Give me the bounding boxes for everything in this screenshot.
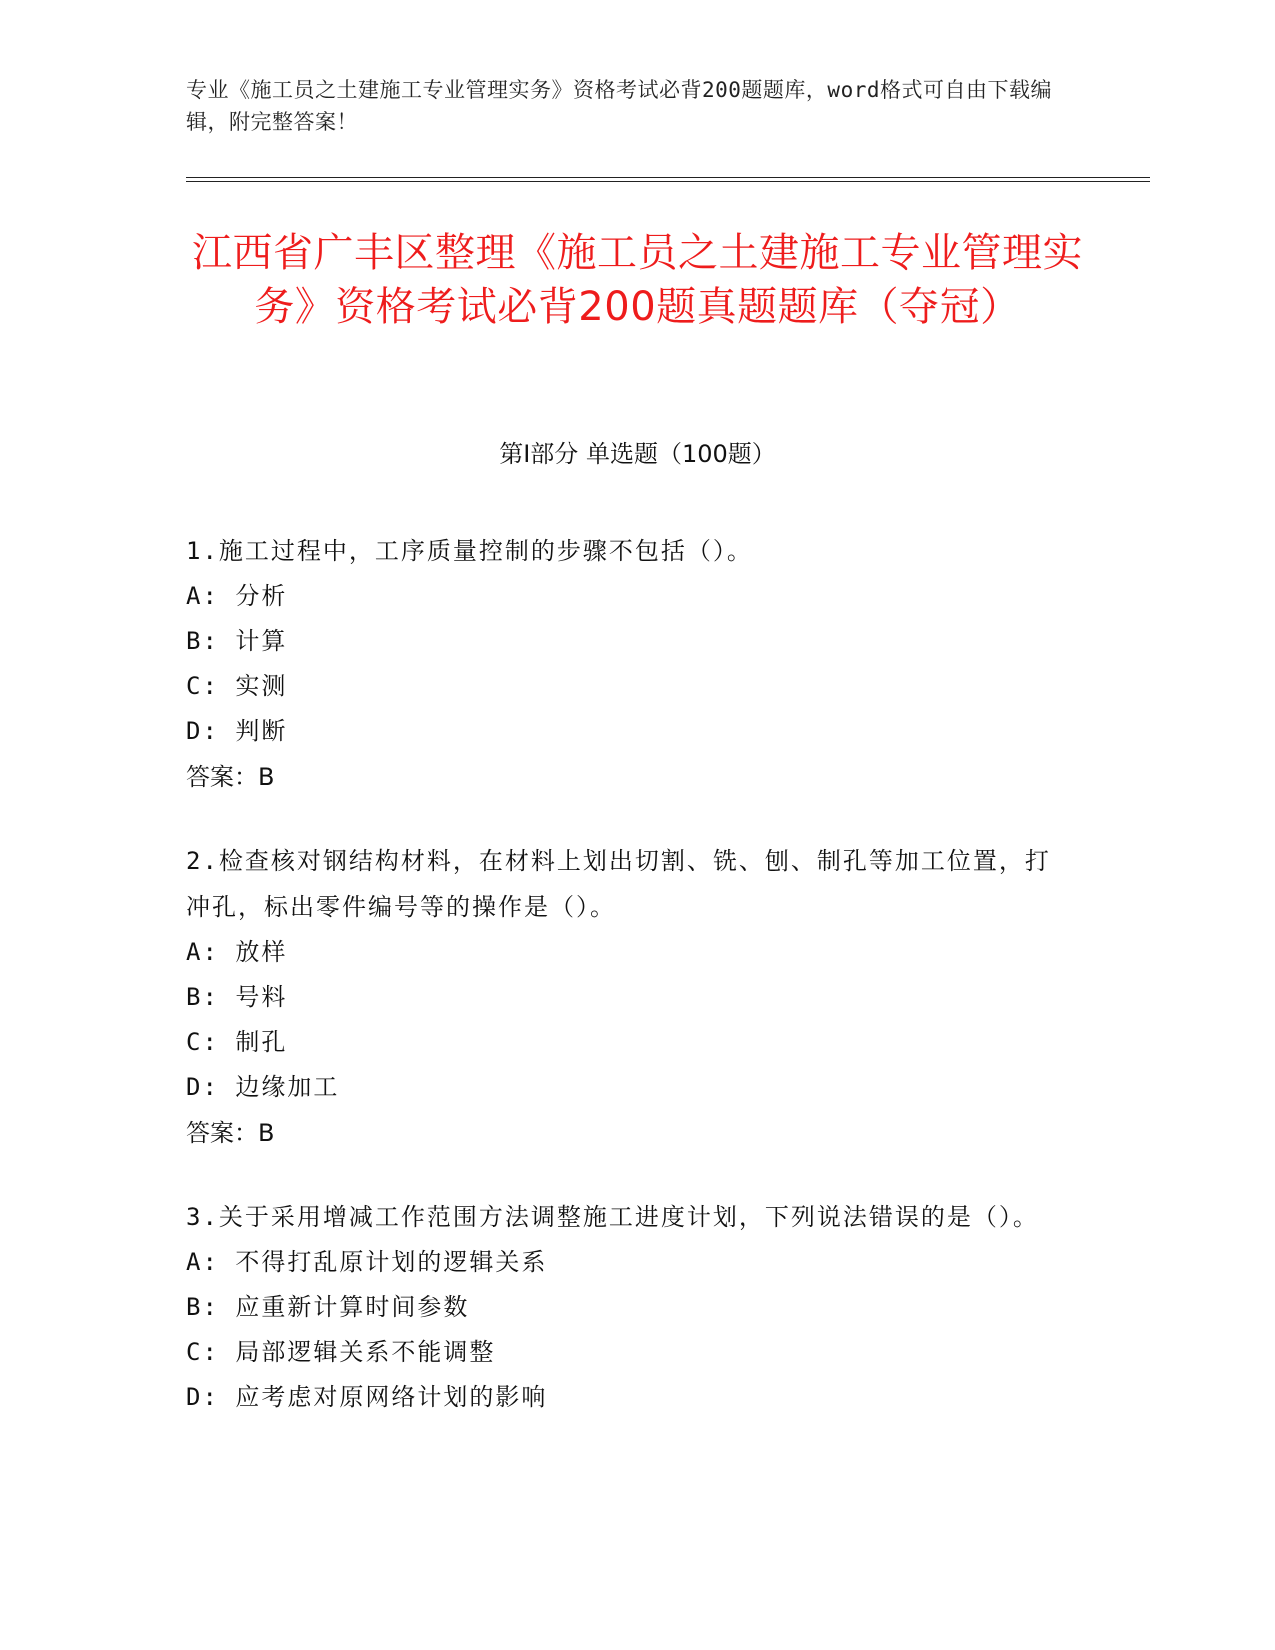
header-divider-thin — [186, 181, 1150, 182]
question-stem: 1.施工过程中，工序质量控制的步骤不包括（）。 — [186, 537, 753, 565]
option-d: D: 判断 — [186, 717, 288, 745]
header-note: 专业《施工员之土建施工专业管理实务》资格考试必背200题题库，word格式可自由下载编辑，附完整答案！ — [186, 78, 1052, 134]
option-a: A: 放样 — [186, 938, 288, 966]
option-a: A: 分析 — [186, 582, 288, 610]
option-d: D: 边缘加工 — [186, 1073, 340, 1101]
header-divider-thick — [186, 177, 1150, 178]
question-3 — [186, 1194, 1066, 1420]
question-stem: 3.关于采用增减工作范围方法调整施工进度计划，下列说法错误的是（）。 — [186, 1203, 1039, 1231]
option-d: D: 应考虑对原网络计划的影响 — [186, 1383, 548, 1411]
option-b: B: 计算 — [186, 627, 288, 655]
document-title: 江西省广丰区整理《施工员之土建施工专业管理实务》资格考试必背200题真题题库（夺冠） — [192, 230, 1083, 330]
option-c: C: 局部逻辑关系不能调整 — [186, 1338, 496, 1366]
answer: 答案：B — [186, 763, 275, 791]
question-1 — [186, 528, 1066, 800]
option-c: C: 实测 — [186, 672, 288, 700]
question-2 — [186, 838, 1066, 1156]
question-list — [186, 528, 1066, 1458]
option-b: B: 号料 — [186, 983, 288, 1011]
option-b: B: 应重新计算时间参数 — [186, 1293, 470, 1321]
option-c: C: 制孔 — [186, 1028, 288, 1056]
answer: 答案：B — [186, 1119, 275, 1147]
question-stem: 2.检查核对钢结构材料，在材料上划出切割、铣、刨、制孔等加工位置，打冲孔，标出零件编号等的操作是（）。 — [186, 847, 1051, 921]
section-heading: 第Ⅰ部分 单选题（100题） — [499, 440, 776, 468]
option-a: A: 不得打乱原计划的逻辑关系 — [186, 1248, 548, 1276]
